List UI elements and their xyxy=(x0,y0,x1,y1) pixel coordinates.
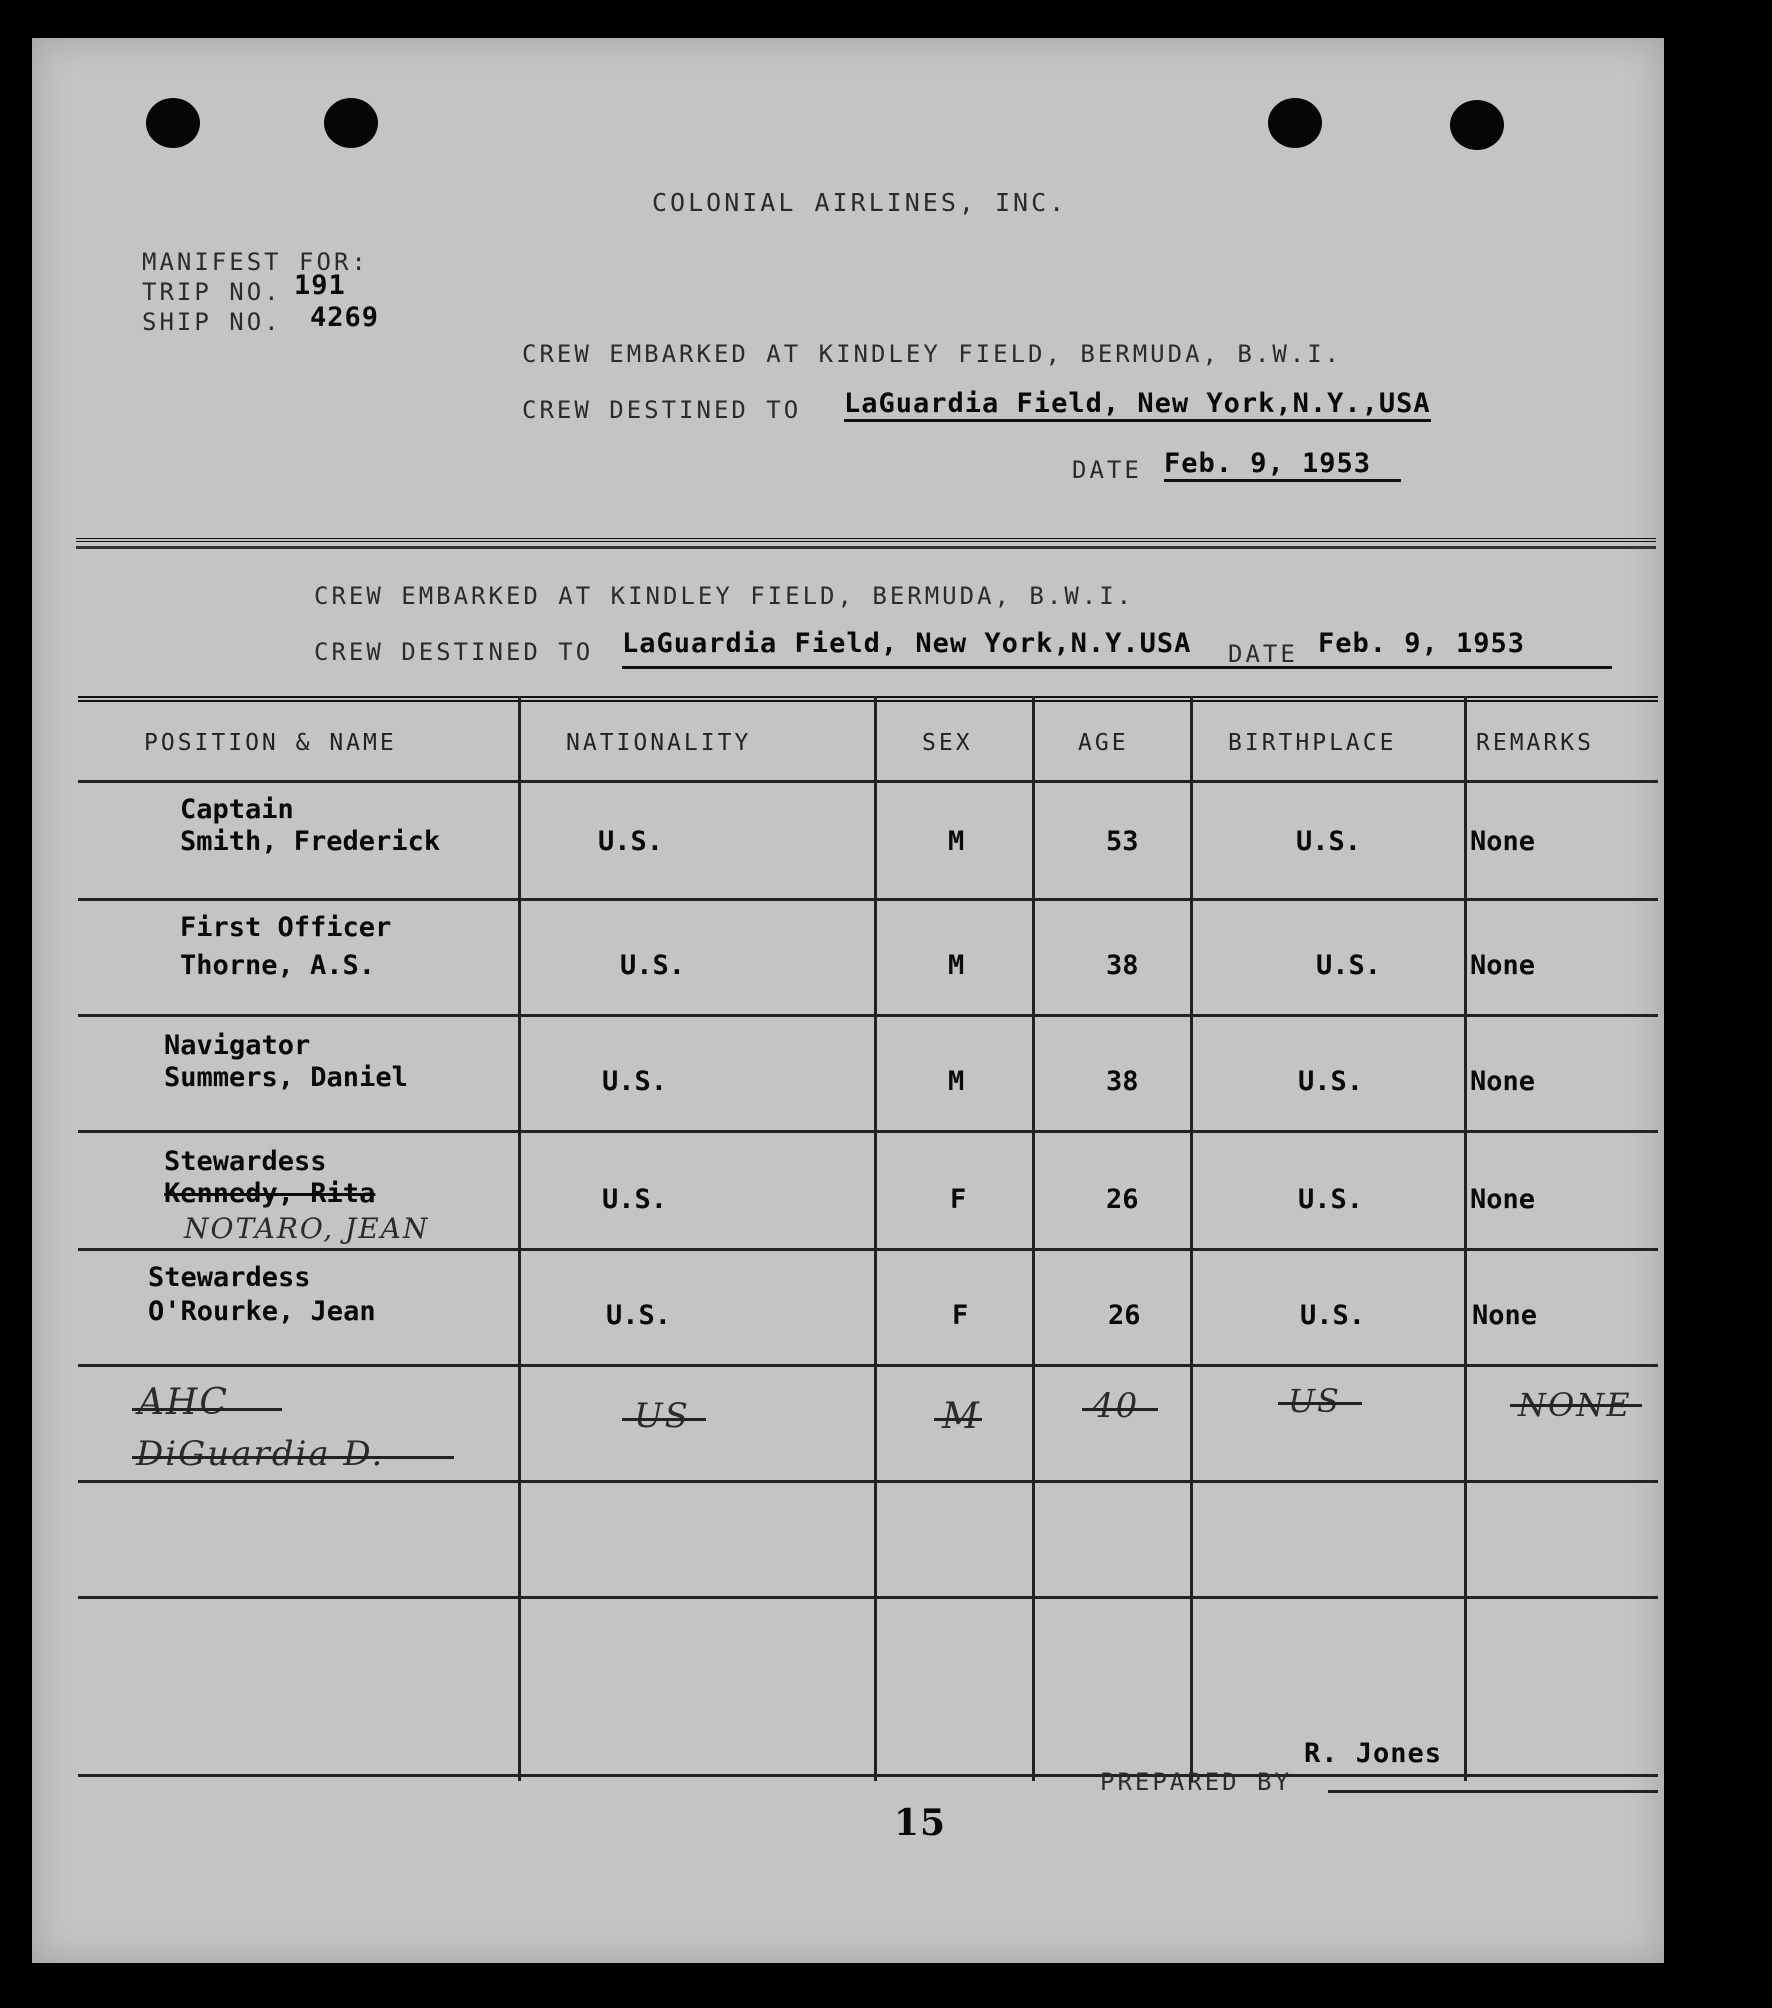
date-label-2: DATE xyxy=(1228,640,1298,668)
manifest-page xyxy=(32,38,1664,1963)
remarks: None xyxy=(1470,1066,1536,1097)
trip-label: TRIP NO. xyxy=(142,278,282,306)
column-divider xyxy=(518,696,521,1781)
struck-birthplace: US xyxy=(1288,1382,1341,1420)
header-divider xyxy=(78,780,1658,783)
divider xyxy=(76,538,1656,549)
company-name: COLONIAL AIRLINES, INC. xyxy=(652,188,1068,217)
remarks: None xyxy=(1470,950,1536,981)
struck-age: 40 xyxy=(1092,1386,1140,1426)
row-divider xyxy=(78,1596,1658,1599)
sex: F xyxy=(952,1300,969,1331)
strike-line xyxy=(1082,1408,1158,1411)
name: Thorne, A.S. xyxy=(180,950,376,981)
page-number: 15 xyxy=(894,1802,947,1844)
position: Stewardess xyxy=(148,1262,311,1293)
strike-line xyxy=(622,1418,706,1421)
row-divider xyxy=(78,1130,1658,1133)
strike-line xyxy=(934,1418,982,1421)
crew-table xyxy=(78,696,1658,1781)
struck-remarks: NONE xyxy=(1518,1386,1632,1424)
row-divider xyxy=(78,898,1658,901)
column-divider xyxy=(1464,696,1467,1781)
age: 26 xyxy=(1106,1184,1139,1215)
header-position-name: POSITION & NAME xyxy=(144,730,397,756)
strike-line xyxy=(1510,1404,1642,1407)
remarks: None xyxy=(1472,1300,1538,1331)
destined-label-2: CREW DESTINED TO xyxy=(314,638,594,666)
nationality: U.S. xyxy=(602,1184,668,1215)
punch-hole xyxy=(1268,98,1322,148)
nationality: U.S. xyxy=(606,1300,672,1331)
remarks: None xyxy=(1470,826,1536,857)
birthplace: U.S. xyxy=(1298,1184,1364,1215)
header-nationality: NATIONALITY xyxy=(566,730,752,756)
table-top-border xyxy=(78,696,1658,702)
birthplace: U.S. xyxy=(1298,1066,1364,1097)
age: 38 xyxy=(1106,1066,1139,1097)
age: 53 xyxy=(1106,826,1139,857)
position: First Officer xyxy=(180,912,392,943)
date-label: DATE xyxy=(1072,456,1142,484)
struck-name: DiGuardia D. xyxy=(136,1434,385,1474)
sex: M xyxy=(948,826,965,857)
nationality: U.S. xyxy=(620,950,686,981)
manifest-label: MANIFEST FOR: xyxy=(142,248,369,276)
name-struck: Kennedy, Rita xyxy=(164,1178,376,1209)
remarks: None xyxy=(1470,1184,1536,1215)
ship-number: 4269 xyxy=(310,302,380,333)
header-remarks: REMARKS xyxy=(1476,730,1594,756)
position: Navigator xyxy=(164,1030,311,1061)
punch-hole xyxy=(324,98,378,148)
strike-line xyxy=(132,1408,282,1411)
birthplace: U.S. xyxy=(1316,950,1382,981)
sex: M xyxy=(948,950,965,981)
preparer-signature: R. Jones xyxy=(1304,1738,1443,1769)
embarked-line-2: CREW EMBARKED AT KINDLEY FIELD, BERMUDA, B.W.I. xyxy=(314,582,1135,610)
struck-nationality: US xyxy=(634,1396,690,1436)
destination: LaGuardia Field, New York,N.Y.,USA xyxy=(844,388,1431,422)
table-bottom-border xyxy=(78,1774,1658,1777)
sex: M xyxy=(948,1066,965,1097)
age: 26 xyxy=(1108,1300,1141,1331)
nationality: U.S. xyxy=(602,1066,668,1097)
embarked-line: CREW EMBARKED AT KINDLEY FIELD, BERMUDA, B.W.I. xyxy=(522,340,1343,368)
strike-line xyxy=(1278,1402,1362,1405)
sex: F xyxy=(950,1184,967,1215)
punch-hole xyxy=(1450,100,1504,150)
position: Stewardess xyxy=(164,1146,327,1177)
row-divider xyxy=(78,1364,1658,1367)
destined-label: CREW DESTINED TO xyxy=(522,396,802,424)
destination-underline xyxy=(622,666,1612,669)
destination-2: LaGuardia Field, New York,N.Y.USA xyxy=(622,628,1192,659)
handwritten-name: NOTARO, JEAN xyxy=(184,1212,430,1245)
birthplace: U.S. xyxy=(1300,1300,1366,1331)
date-value: Feb. 9, 1953 xyxy=(1164,448,1401,482)
trip-number: 191 xyxy=(294,270,346,301)
punch-hole xyxy=(146,98,200,148)
age: 38 xyxy=(1106,950,1139,981)
date-value-2: Feb. 9, 1953 xyxy=(1318,628,1526,659)
header-age: AGE xyxy=(1078,730,1129,756)
column-divider xyxy=(874,696,877,1781)
header-sex: SEX xyxy=(922,730,973,756)
struck-position: AHC xyxy=(138,1382,229,1423)
column-divider xyxy=(1190,696,1193,1781)
name: Smith, Frederick xyxy=(180,826,441,857)
strike-line xyxy=(132,1456,454,1459)
struck-sex: M xyxy=(942,1396,981,1437)
ship-label: SHIP NO. xyxy=(142,308,282,336)
row-divider xyxy=(78,1248,1658,1251)
birthplace: U.S. xyxy=(1296,826,1362,857)
prepared-by-label: PREPARED BY xyxy=(1100,1768,1292,1796)
position: Captain xyxy=(180,794,294,825)
column-divider xyxy=(1032,696,1035,1781)
row-divider xyxy=(78,1480,1658,1483)
row-divider xyxy=(78,1014,1658,1017)
name: Summers, Daniel xyxy=(164,1062,408,1093)
nationality: U.S. xyxy=(598,826,664,857)
name: O'Rourke, Jean xyxy=(148,1296,376,1327)
header-birthplace: BIRTHPLACE xyxy=(1228,730,1397,756)
signature-line xyxy=(1328,1790,1658,1793)
